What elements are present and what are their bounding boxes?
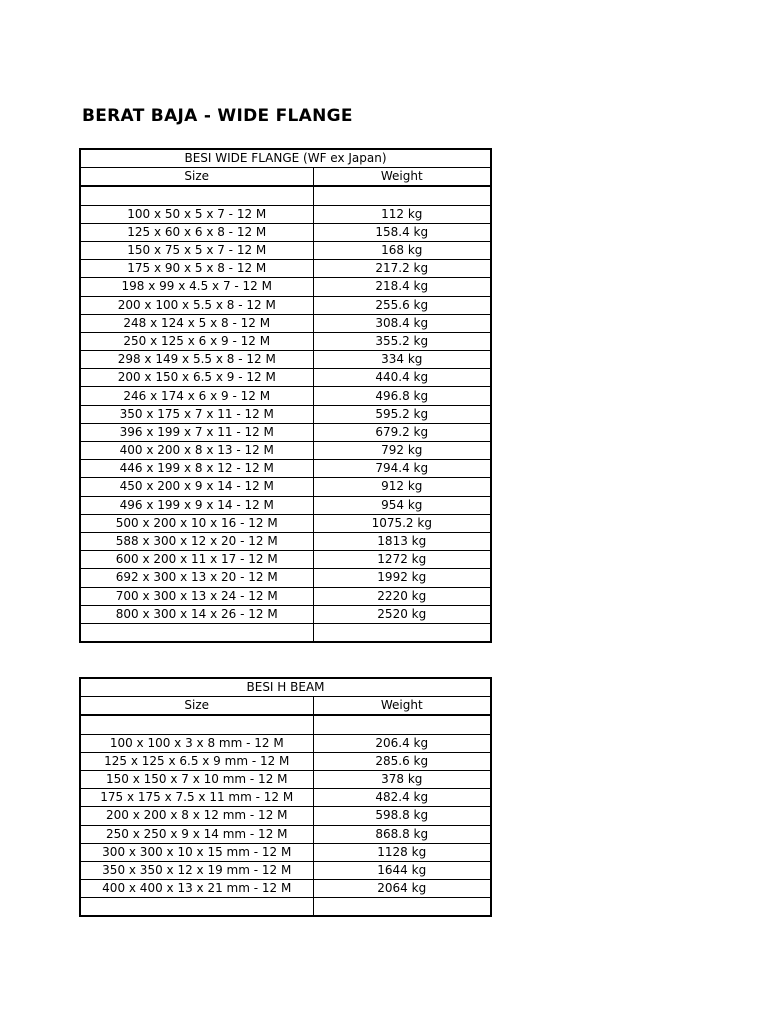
weight-cell: 378 kg [313, 770, 491, 788]
table-row [80, 734, 491, 752]
weight-cell: 168 kg [313, 241, 491, 259]
table-row [80, 880, 491, 898]
weight-cell: 218.4 kg [313, 278, 491, 296]
table-row [80, 478, 491, 496]
h-beam-table-body [80, 678, 491, 916]
size-cell: 298 x 149 x 5.5 x 8 - 12 M [80, 351, 313, 369]
size-cell: 248 x 124 x 5 x 8 - 12 M [80, 314, 313, 332]
table-header-row [80, 168, 491, 187]
size-cell: 700 x 300 x 13 x 24 - 12 M [80, 587, 313, 605]
table-row [80, 351, 491, 369]
weight-cell: 2064 kg [313, 880, 491, 898]
size-cell: 600 x 200 x 11 x 17 - 12 M [80, 551, 313, 569]
size-cell: 588 x 300 x 12 x 20 - 12 M [80, 532, 313, 550]
table-row [80, 387, 491, 405]
table-row [80, 314, 491, 332]
weight-cell: 1128 kg [313, 843, 491, 861]
table-row [80, 770, 491, 788]
table-row [80, 587, 491, 605]
table-row [80, 405, 491, 423]
table-title: BESI H BEAM [80, 678, 491, 697]
size-cell: 350 x 350 x 12 x 19 mm - 12 M [80, 861, 313, 879]
size-cell: 446 x 199 x 8 x 12 - 12 M [80, 460, 313, 478]
size-cell: 246 x 174 x 6 x 9 - 12 M [80, 387, 313, 405]
table-row [80, 569, 491, 587]
table-row [80, 186, 491, 205]
table-row [80, 843, 491, 861]
table-row [80, 442, 491, 460]
weight-cell: 440.4 kg [313, 369, 491, 387]
size-cell: 150 x 75 x 5 x 7 - 12 M [80, 241, 313, 259]
size-cell: 200 x 200 x 8 x 12 mm - 12 M [80, 807, 313, 825]
page-title: BERAT BAJA - WIDE FLANGE [82, 106, 353, 126]
table-row [80, 623, 491, 642]
weight-cell: 1075.2 kg [313, 514, 491, 532]
size-cell: 692 x 300 x 13 x 20 - 12 M [80, 569, 313, 587]
weight-cell: 1272 kg [313, 551, 491, 569]
table-row [80, 260, 491, 278]
column-header-size: Size [80, 168, 313, 187]
weight-cell: 1992 kg [313, 569, 491, 587]
size-cell: 500 x 200 x 10 x 16 - 12 M [80, 514, 313, 532]
weight-cell: 482.4 kg [313, 789, 491, 807]
weight-cell: 1813 kg [313, 532, 491, 550]
weight-cell: 679.2 kg [313, 423, 491, 441]
size-cell: 100 x 50 x 5 x 7 - 12 M [80, 205, 313, 223]
weight-cell: 217.2 kg [313, 260, 491, 278]
size-cell: 400 x 200 x 8 x 13 - 12 M [80, 442, 313, 460]
weight-cell: 255.6 kg [313, 296, 491, 314]
table-row [80, 789, 491, 807]
weight-cell: 206.4 kg [313, 734, 491, 752]
column-header-weight: Weight [313, 697, 491, 716]
weight-cell: 308.4 kg [313, 314, 491, 332]
weight-cell: 1644 kg [313, 861, 491, 879]
wide-flange-table [79, 148, 492, 643]
column-header-size: Size [80, 697, 313, 716]
weight-cell: 355.2 kg [313, 332, 491, 350]
weight-cell [313, 715, 491, 734]
table-title: BESI WIDE FLANGE (WF ex Japan) [80, 149, 491, 168]
size-cell: 198 x 99 x 4.5 x 7 - 12 M [80, 278, 313, 296]
size-cell: 496 x 199 x 9 x 14 - 12 M [80, 496, 313, 514]
weight-cell: 792 kg [313, 442, 491, 460]
size-cell: 800 x 300 x 14 x 26 - 12 M [80, 605, 313, 623]
size-cell: 100 x 100 x 3 x 8 mm - 12 M [80, 734, 313, 752]
size-cell: 125 x 60 x 6 x 8 - 12 M [80, 223, 313, 241]
table-title-row [80, 678, 491, 697]
table-row [80, 205, 491, 223]
table-row [80, 861, 491, 879]
table-row [80, 223, 491, 241]
weight-cell: 158.4 kg [313, 223, 491, 241]
table-row [80, 460, 491, 478]
table-row [80, 825, 491, 843]
table-row [80, 514, 491, 532]
size-cell [80, 715, 313, 734]
weight-cell: 912 kg [313, 478, 491, 496]
size-cell: 400 x 400 x 13 x 21 mm - 12 M [80, 880, 313, 898]
table-row [80, 496, 491, 514]
size-cell: 396 x 199 x 7 x 11 - 12 M [80, 423, 313, 441]
size-cell: 175 x 175 x 7.5 x 11 mm - 12 M [80, 789, 313, 807]
table-row [80, 423, 491, 441]
size-cell: 250 x 125 x 6 x 9 - 12 M [80, 332, 313, 350]
weight-cell: 2220 kg [313, 587, 491, 605]
table-row [80, 605, 491, 623]
size-cell: 300 x 300 x 10 x 15 mm - 12 M [80, 843, 313, 861]
h-beam-table [79, 677, 492, 917]
weight-cell: 595.2 kg [313, 405, 491, 423]
size-cell: 175 x 90 x 5 x 8 - 12 M [80, 260, 313, 278]
weight-cell: 285.6 kg [313, 752, 491, 770]
weight-cell: 954 kg [313, 496, 491, 514]
size-cell: 450 x 200 x 9 x 14 - 12 M [80, 478, 313, 496]
size-cell: 200 x 100 x 5.5 x 8 - 12 M [80, 296, 313, 314]
table-row [80, 715, 491, 734]
size-cell [80, 186, 313, 205]
size-cell: 125 x 125 x 6.5 x 9 mm - 12 M [80, 752, 313, 770]
table-row [80, 752, 491, 770]
table-row [80, 551, 491, 569]
weight-cell: 794.4 kg [313, 460, 491, 478]
table-title-row [80, 149, 491, 168]
table-row [80, 898, 491, 917]
table-header-row [80, 697, 491, 716]
weight-cell: 868.8 kg [313, 825, 491, 843]
weight-cell [313, 623, 491, 642]
column-header-weight: Weight [313, 168, 491, 187]
table-row [80, 296, 491, 314]
weight-cell [313, 186, 491, 205]
size-cell: 350 x 175 x 7 x 11 - 12 M [80, 405, 313, 423]
table-row [80, 332, 491, 350]
size-cell: 250 x 250 x 9 x 14 mm - 12 M [80, 825, 313, 843]
weight-cell: 112 kg [313, 205, 491, 223]
table-row [80, 807, 491, 825]
table-row [80, 369, 491, 387]
size-cell: 200 x 150 x 6.5 x 9 - 12 M [80, 369, 313, 387]
weight-cell: 496.8 kg [313, 387, 491, 405]
size-cell: 150 x 150 x 7 x 10 mm - 12 M [80, 770, 313, 788]
table-row [80, 532, 491, 550]
wide-flange-table-body [80, 149, 491, 642]
weight-cell: 2520 kg [313, 605, 491, 623]
weight-cell: 598.8 kg [313, 807, 491, 825]
weight-cell: 334 kg [313, 351, 491, 369]
size-cell [80, 898, 313, 917]
table-row [80, 278, 491, 296]
weight-cell [313, 898, 491, 917]
table-row [80, 241, 491, 259]
size-cell [80, 623, 313, 642]
